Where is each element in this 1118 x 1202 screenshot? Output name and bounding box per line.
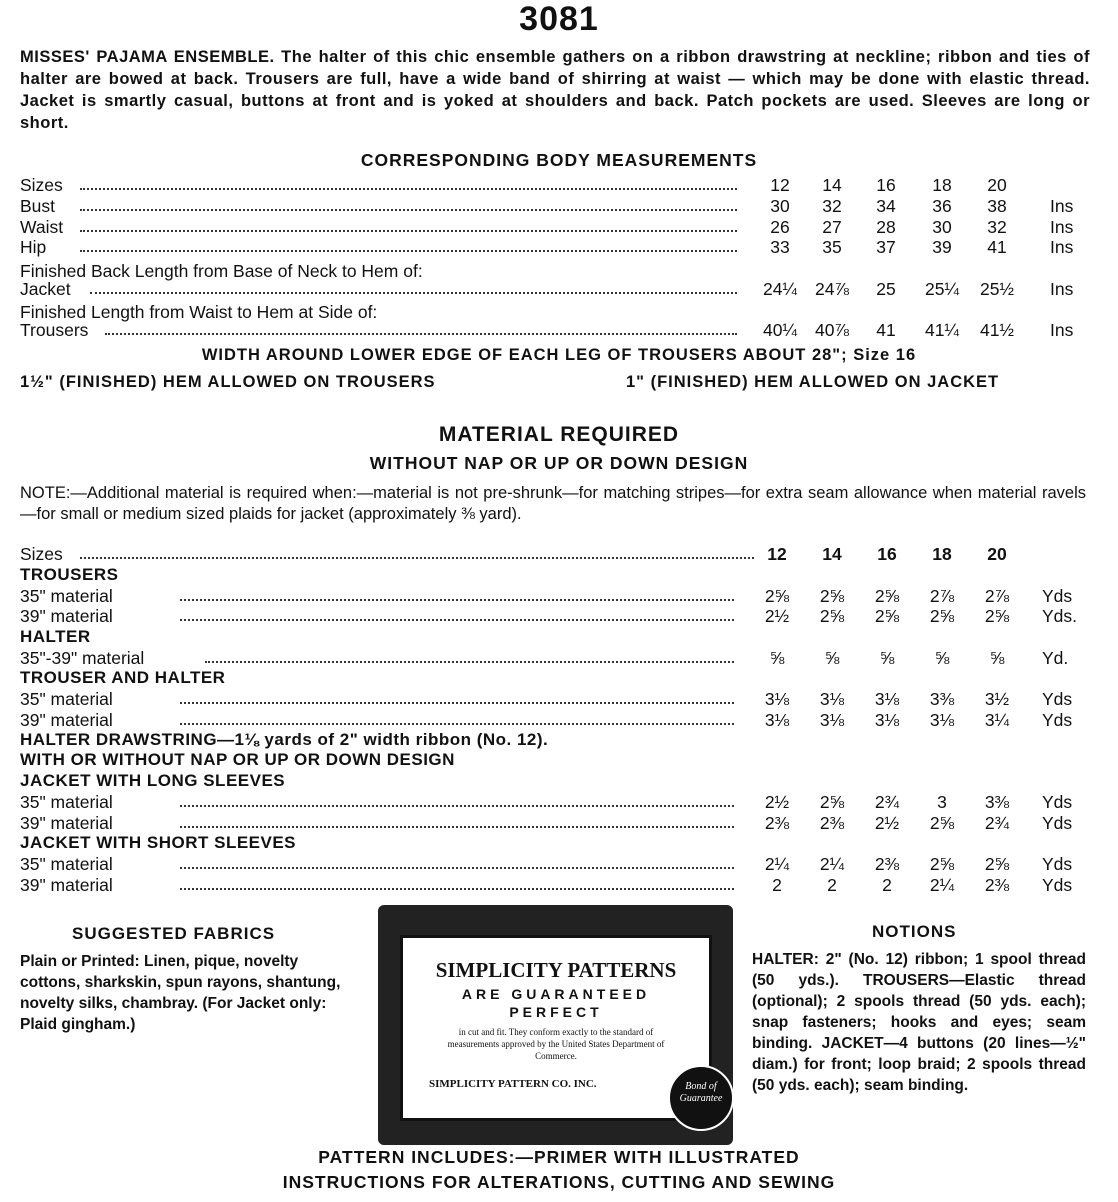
- unit-label: Yds: [1042, 689, 1073, 709]
- material-row: [20, 813, 1090, 834]
- unit-label: Ins: [1050, 279, 1074, 299]
- size-value: 39: [932, 237, 952, 257]
- leader-dots: [180, 689, 734, 704]
- guarantee-line1: SIMPLICITY PATTERNS: [435, 958, 677, 982]
- size-value: 16: [876, 175, 896, 195]
- leader-dots: [80, 237, 737, 252]
- size-value: ⅝: [879, 648, 895, 668]
- jacket-long-section-title: JACKET WITH LONG SLEEVES: [20, 771, 286, 790]
- size-value: ⅝: [989, 648, 1005, 668]
- size-value: 30: [770, 196, 790, 216]
- size-value: 2½: [764, 606, 790, 626]
- leader-dots: [180, 875, 734, 890]
- size-value: 2⅝: [819, 586, 845, 606]
- jacket-short-section-title: JACKET WITH SHORT SLEEVES: [20, 833, 297, 852]
- size-value: 2⅝: [929, 854, 955, 874]
- size-value: 14: [822, 175, 842, 195]
- pattern-number: 3081: [519, 0, 599, 38]
- size-value: ⅝: [934, 648, 950, 668]
- size-value: 3: [937, 792, 947, 812]
- guarantee-company: SIMPLICITY PATTERN CO. INC.: [429, 1078, 597, 1090]
- row-label: 35" material: [20, 854, 113, 874]
- drawstring-note: HALTER DRAWSTRING—1⅛ yards of 2" width ribbon (No. 12).: [20, 730, 549, 749]
- size-value: 3⅛: [764, 710, 790, 730]
- unit-label: Ins: [1050, 237, 1074, 257]
- size-value: 3⅛: [764, 689, 790, 709]
- size-value: ⅝: [824, 648, 840, 668]
- size-value: 2⅝: [984, 854, 1010, 874]
- unit-label: Yds: [1042, 586, 1073, 606]
- jacket-length-row: [20, 279, 1090, 300]
- size-value: 2¼: [764, 854, 790, 874]
- fabrics-title: SUGGESTED FABRICS: [72, 924, 276, 943]
- size-value: 25: [876, 279, 896, 299]
- jacket-length-heading: Finished Back Length from Base of Neck to Hem of:: [20, 261, 423, 281]
- size-value: 2⅝: [874, 586, 900, 606]
- material-row: [20, 875, 1090, 896]
- leader-dots: [180, 854, 734, 869]
- unit-label: Yds: [1042, 792, 1073, 812]
- size-value: 2: [772, 875, 782, 895]
- size-value: 3½: [984, 689, 1010, 709]
- size-value: 36: [932, 196, 952, 216]
- size-value: 3⅛: [874, 689, 900, 709]
- halter-section-title: HALTER: [20, 627, 91, 646]
- material-row: [20, 854, 1090, 875]
- guarantee-panel: [400, 935, 712, 1121]
- trousers-section-title: TROUSERS: [20, 565, 119, 584]
- size-value: 3⅜: [929, 689, 955, 709]
- size-value: 38: [987, 196, 1007, 216]
- guarantee-line2: ARE GUARANTEED: [461, 986, 651, 1002]
- material-row: [20, 710, 1090, 731]
- material-row: [20, 689, 1090, 710]
- size-value: 41½: [979, 320, 1015, 340]
- size-value: 40¼: [762, 320, 798, 340]
- width-note: WIDTH AROUND LOWER EDGE OF EACH LEG OF TROUSERS ABOUT 28"; Size 16: [201, 346, 917, 364]
- unit-label: Ins: [1050, 320, 1074, 340]
- leader-dots: [80, 196, 737, 211]
- size-value: 2⅝: [929, 813, 955, 833]
- size-value: 24⅞: [814, 279, 850, 299]
- size-value: 2⅝: [819, 792, 845, 812]
- size-value: 24¼: [762, 279, 798, 299]
- size-value: 2: [827, 875, 837, 895]
- row-label: 39" material: [20, 875, 113, 895]
- size-value: 25½: [979, 279, 1015, 299]
- body-row: [20, 196, 1090, 217]
- row-label: Sizes: [20, 175, 63, 195]
- notions-title: NOTIONS: [872, 922, 957, 941]
- guarantee-small-text: in cut and fit. They conform exactly to the standard of measurements approved by the United States Department of Commerce.: [447, 1027, 665, 1061]
- size-value: 37: [876, 237, 896, 257]
- unit-label: Yds: [1042, 854, 1073, 874]
- guarantee-box: [378, 905, 733, 1145]
- size-value: 2: [882, 875, 892, 895]
- material-note: NOTE:—Additional material is required when:—material is not pre-shrunk—for matching stripes—for extra seam allowance when material ravels—for small or medium sized plaids for jacket (approximately ⅜ yard).: [20, 484, 1086, 523]
- row-label: 35" material: [20, 689, 113, 709]
- size-value: 2⅜: [764, 813, 790, 833]
- material-row: [20, 606, 1090, 627]
- body-row: [20, 175, 1090, 196]
- material-title: MATERIAL REQUIRED: [438, 423, 680, 446]
- size-heading: 18: [932, 544, 952, 564]
- trouser-halter-section-title: TROUSER AND HALTER: [20, 668, 226, 687]
- size-value: 2⅜: [984, 875, 1010, 895]
- size-value: 2⅜: [819, 813, 845, 833]
- leader-dots: [205, 648, 734, 663]
- unit-label: Yd.: [1042, 648, 1069, 668]
- row-label: 35" material: [20, 792, 113, 812]
- unit-label: Yds: [1042, 710, 1073, 730]
- leader-dots: [80, 544, 754, 559]
- size-value: 2¾: [874, 792, 900, 812]
- size-value: 3⅜: [984, 792, 1010, 812]
- body-measurements-title: CORRESPONDING BODY MEASUREMENTS: [360, 150, 758, 170]
- size-value: 25¼: [924, 279, 960, 299]
- with-without-nap-heading: WITH OR WITHOUT NAP OR UP OR DOWN DESIGN: [20, 750, 455, 769]
- leader-dots: [180, 792, 734, 807]
- trousers-length-row: [20, 320, 1090, 341]
- size-value: 12: [770, 175, 790, 195]
- material-row: [20, 648, 1090, 669]
- material-row: [20, 792, 1090, 813]
- size-value: ⅝: [769, 648, 785, 668]
- size-value: 2½: [764, 792, 790, 812]
- material-subtitle: WITHOUT NAP OR UP OR DOWN DESIGN: [369, 453, 749, 473]
- size-value: 2½: [874, 813, 900, 833]
- row-label: Waist: [20, 217, 64, 237]
- row-label: 39" material: [20, 606, 113, 626]
- leader-dots: [180, 606, 734, 621]
- size-value: 41¼: [924, 320, 960, 340]
- size-value: 3⅛: [819, 710, 845, 730]
- hem-jacket: 1" (FINISHED) HEM ALLOWED ON JACKET: [626, 373, 1000, 391]
- notions-text: HALTER: 2" (No. 12) ribbon; 1 spool thread (50 yds.). TROUSERS—Elastic thread (optional); 2 spools thread (50 yds. each); snap fasteners; hooks and eyes; seam binding. JACKET—4 buttons (20 lines—½" diam.) for front; loop braid; 2 spools thread (50 yds. each); seam binding.: [752, 951, 1086, 1094]
- size-value: 2⅜: [874, 854, 900, 874]
- row-label: 39" material: [20, 710, 113, 730]
- row-label: Trousers: [20, 320, 89, 340]
- body-row: [20, 217, 1090, 238]
- leader-dots: [180, 586, 734, 601]
- size-heading: 16: [877, 544, 897, 564]
- size-value: 2⅝: [819, 606, 845, 626]
- leader-dots: [80, 217, 737, 232]
- size-heading: 20: [987, 544, 1007, 564]
- size-value: 30: [932, 217, 952, 237]
- leader-dots: [180, 813, 734, 828]
- row-label: Hip: [20, 237, 47, 257]
- material-row: [20, 586, 1090, 607]
- unit-label: Ins: [1050, 196, 1074, 216]
- size-value: 2⅝: [764, 586, 790, 606]
- hem-trousers: 1½" (FINISHED) HEM ALLOWED ON TROUSERS: [20, 373, 436, 391]
- leader-dots: [180, 710, 734, 725]
- pattern-includes-line1: PATTERN INCLUDES:—PRIMER WITH ILLUSTRATED: [318, 1147, 800, 1167]
- bond-seal-text: Bond of Guarantee: [679, 1081, 723, 1104]
- size-value: 2¾: [984, 813, 1010, 833]
- size-value: 28: [876, 217, 896, 237]
- size-heading: 14: [822, 544, 842, 564]
- size-value: 20: [987, 175, 1007, 195]
- size-value: 33: [770, 237, 790, 257]
- size-value: 3¼: [984, 710, 1010, 730]
- size-value: 32: [987, 217, 1007, 237]
- body-row: [20, 237, 1090, 258]
- unit-label: Yds: [1042, 875, 1073, 895]
- size-value: 41: [876, 320, 896, 340]
- size-value: 3⅛: [874, 710, 900, 730]
- row-label: Sizes: [20, 544, 63, 564]
- pattern-includes-line2: INSTRUCTIONS FOR ALTERATIONS, CUTTING AND SEWING: [282, 1172, 836, 1192]
- size-value: 2⅝: [874, 606, 900, 626]
- unit-label: Ins: [1050, 217, 1074, 237]
- size-value: 27: [822, 217, 842, 237]
- size-value: 34: [876, 196, 896, 216]
- unit-label: Yds.: [1042, 606, 1078, 626]
- unit-label: Yds: [1042, 813, 1073, 833]
- size-value: 41: [987, 237, 1007, 257]
- size-value: 40⅞: [814, 320, 850, 340]
- row-label: 35" material: [20, 586, 113, 606]
- row-label: 35"-39" material: [20, 648, 145, 668]
- size-value: 2¼: [929, 875, 955, 895]
- guarantee-line3: PERFECT: [509, 1004, 603, 1020]
- size-value: 35: [822, 237, 842, 257]
- size-value: 3⅛: [819, 689, 845, 709]
- pattern-description: MISSES' PAJAMA ENSEMBLE. The halter of this chic ensemble gathers on a ribbon drawstring at neckline; ribbon and ties of halter are bowed at back. Trousers are full, have a wide band of shirring at waist — which may be done with elastic thread. Jacket is smartly casual, buttons at front and is yoked at shoulders and back. Patch pockets are used. Sleeves are long or short.: [20, 48, 1090, 132]
- size-value: 2⅞: [984, 586, 1010, 606]
- size-value: 2¼: [819, 854, 845, 874]
- bond-seal: [668, 1065, 734, 1131]
- row-label: Bust: [20, 196, 56, 216]
- material-sizes-row: [20, 544, 1090, 565]
- size-heading: 12: [767, 544, 787, 564]
- size-value: 32: [822, 196, 842, 216]
- size-value: 2⅝: [984, 606, 1010, 626]
- fabrics-text: Plain or Printed: Linen, pique, novelty cottons, sharkskin, spun rayons, shantung, novelty silks, chambray. (For Jacket only: Plaid gingham.): [20, 953, 341, 1033]
- size-value: 18: [932, 175, 952, 195]
- row-label: 39" material: [20, 813, 113, 833]
- size-value: 3⅛: [929, 710, 955, 730]
- size-value: 26: [770, 217, 790, 237]
- leader-dots: [80, 175, 737, 190]
- trousers-length-heading: Finished Length from Waist to Hem at Side of:: [20, 302, 378, 322]
- size-value: 2⅞: [929, 586, 955, 606]
- row-label: Jacket: [20, 279, 71, 299]
- size-value: 2⅝: [929, 606, 955, 626]
